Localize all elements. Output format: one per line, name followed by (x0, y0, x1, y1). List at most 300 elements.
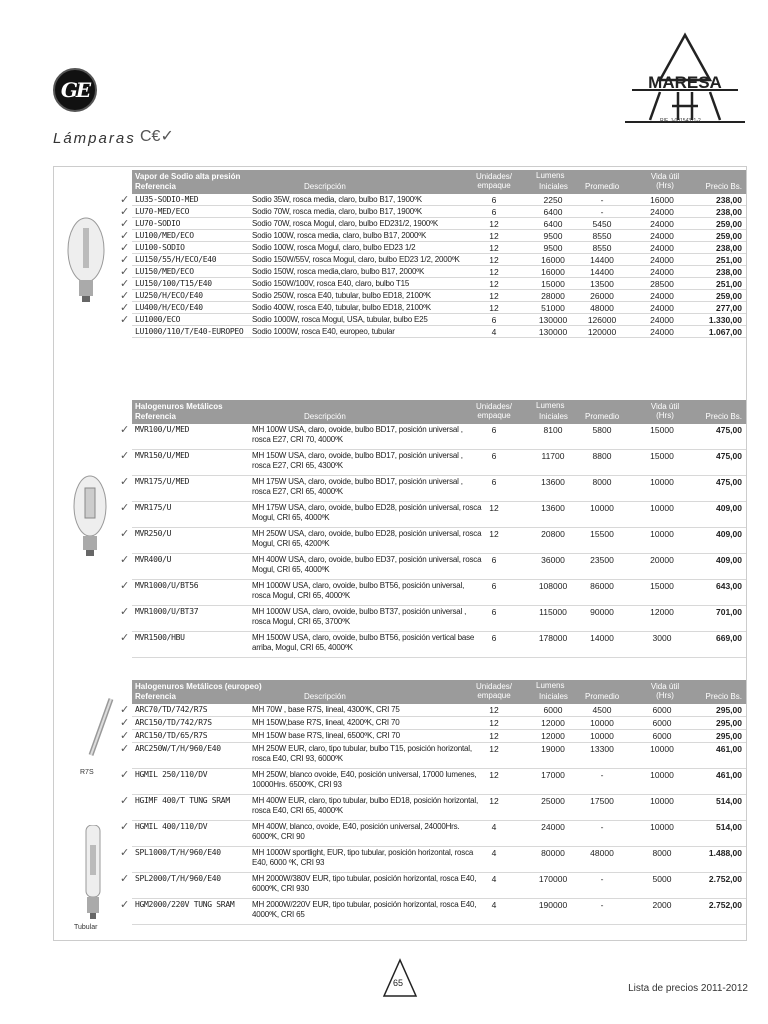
cell-precio: 514,00 (716, 796, 742, 806)
maresa-text: MARESA (648, 73, 722, 92)
cell-precio: 475,00 (716, 451, 742, 461)
cell-descripcion: MH 100W USA, claro, ovoide, bulbo BD17, posición universal , rosca E27, CRI 70, 4000ºK (252, 425, 463, 444)
check-icon: ✓ (120, 266, 130, 278)
header-unidades: Unidades/ empaque (475, 172, 513, 190)
header-descripcion: Descripción (304, 412, 346, 421)
cell-referencia: LU70-MED/ECO (135, 207, 190, 216)
cell-vida-util: 15000 (650, 425, 674, 435)
tubular-label: Tubular (74, 924, 98, 931)
price-list-label: Lista de precios 2011-2012 (628, 983, 748, 994)
cell-descripcion: MH 250W EUR, claro, tipo tubular, bulbo T15, posición horizontal, rosca E40, CRI 93, 6000ºK (252, 744, 472, 763)
cell-unidades: 6 (491, 207, 497, 217)
cell-lumens-iniciales: 13600 (541, 503, 565, 513)
cell-precio: 238,00 (716, 195, 742, 205)
cell-descripcion: MH 250W USA, claro, ovoide, bulbo ED28, posición universal, rosca Mogul, CRI 65, 4200ºK (252, 529, 482, 548)
cell-precio: 2.752,00 (708, 874, 742, 884)
page-title: Lámparas (53, 130, 136, 147)
cell-lumens-iniciales: 6000 (543, 705, 563, 715)
cell-descripcion: Sodio 100W, rosca media, claro, bulbo B17, 2000ºK (252, 231, 427, 240)
header-unidades: Unidades/ empaque (475, 402, 513, 420)
cell-descripcion: Sodio 400W, rosca E40, tubular, bulbo ED18, 2100ºK (252, 303, 431, 312)
cell-referencia: MVR175/U/MED (135, 477, 190, 486)
table-row (120, 242, 746, 254)
header-iniciales: Iniciales (539, 412, 568, 421)
cell-lumens-promedio: 8550 (592, 243, 612, 253)
cell-lumens-iniciales: 16000 (541, 255, 565, 265)
check-icon: ✓ (120, 218, 130, 230)
cell-vida-util: 10000 (650, 503, 674, 513)
cell-referencia: SPL1000/T/H/960/E40 (135, 848, 221, 857)
cell-unidades: 12 (489, 796, 499, 806)
cell-lumens-promedio: - (600, 822, 604, 832)
cell-unidades: 4 (491, 874, 497, 884)
cell-precio: 259,00 (716, 219, 742, 229)
check-icon: ✓ (120, 899, 130, 911)
table-row (120, 314, 746, 326)
cell-unidades: 6 (491, 477, 497, 487)
cell-referencia: LU1000/110/T/E40-EUROPEO (135, 327, 244, 336)
cell-precio: 669,00 (716, 633, 742, 643)
check-icon: ✓ (120, 554, 130, 566)
cell-referencia: ARC150/TD/742/R7S (135, 718, 212, 727)
cell-lumens-promedio: 23500 (590, 555, 614, 565)
cell-precio: 238,00 (716, 267, 742, 277)
cell-lumens-promedio: 120000 (587, 327, 617, 337)
cell-descripcion: Sodio 35W, rosca media, claro, bulbo B17, 1900ºK (252, 195, 422, 204)
check-icon: ✓ (120, 242, 130, 254)
cell-referencia: MVR100/U/MED (135, 425, 190, 434)
cell-lumens-promedio: - (600, 874, 604, 884)
table-row (120, 730, 746, 743)
cell-lumens-iniciales: 15000 (541, 279, 565, 289)
cell-referencia: MVR250/U (135, 529, 172, 538)
cell-referencia: LU70-SODIO (135, 219, 181, 228)
cell-descripcion: MH 1500W USA, claro, ovoide, bulbo BT56, posición vertical base arriba, Mogul, CRI 65, 4000ºK (252, 633, 475, 652)
cell-descripcion: MH 175W USA, claro, ovoide, bulbo BD17, posición universal , rosca E27, CRI 65, 4000ºK (252, 477, 463, 496)
cell-lumens-promedio: - (600, 770, 604, 780)
cell-precio: 475,00 (716, 477, 742, 487)
table-row (120, 704, 746, 717)
header-iniciales: Iniciales (539, 692, 568, 701)
cell-unidades: 12 (489, 770, 499, 780)
cell-descripcion: MH 2000W/380V EUR, tipo tubular, posición horizontal, rosca E40, 6000ºK, CRI 930 (252, 874, 477, 893)
cell-descripcion: Sodio 250W, rosca E40, tubular, bulbo ED18, 2100ºK (252, 291, 431, 300)
cell-lumens-iniciales: 12000 (541, 731, 565, 741)
cell-vida-util: 24000 (650, 291, 674, 301)
header-vida-util: Vida útil (Hrs) (650, 682, 680, 700)
sodium-lamp-image (64, 212, 108, 304)
cell-lumens-iniciales: 17000 (541, 770, 565, 780)
table-row (120, 502, 746, 528)
cell-lumens-promedio: 26000 (590, 291, 614, 301)
cell-unidades: 12 (489, 731, 499, 741)
cell-referencia: LU150/MED/ECO (135, 267, 194, 276)
cell-lumens-promedio: 48000 (590, 303, 614, 313)
cell-unidades: 12 (489, 303, 499, 313)
cell-descripcion: Sodio 1000W, rosca Mogul, USA, tubular, bulbo E25 (252, 315, 428, 324)
cell-unidades: 12 (489, 231, 499, 241)
cell-unidades: 12 (489, 705, 499, 715)
table-row (120, 821, 746, 847)
cell-precio: 251,00 (716, 255, 742, 265)
cell-descripcion: MH 70W , base R7S, lineal, 4300ºK, CRI 75 (252, 705, 400, 714)
cell-precio: 475,00 (716, 425, 742, 435)
cell-vida-util: 24000 (650, 219, 674, 229)
check-icon: ✓ (120, 314, 130, 326)
cell-vida-util: 2000 (652, 900, 672, 910)
table-row (120, 554, 746, 580)
cell-referencia: LU150/100/T15/E40 (135, 279, 212, 288)
table-row (120, 847, 746, 873)
cell-vida-util: 15000 (650, 581, 674, 591)
table-row (120, 873, 746, 899)
ce-mark: C€✓ (140, 128, 174, 145)
check-icon: ✓ (120, 302, 130, 314)
table-row (120, 290, 746, 302)
cell-referencia: MVR1000/U/BT56 (135, 581, 199, 590)
cell-lumens-iniciales: 108000 (538, 581, 568, 591)
cell-vida-util: 3000 (652, 633, 672, 643)
cell-unidades: 4 (491, 822, 497, 832)
check-icon: ✓ (120, 821, 130, 833)
cell-lumens-promedio: 5800 (592, 425, 612, 435)
check-icon: ✓ (120, 743, 130, 755)
cell-referencia: HGMIL 250/110/DV (135, 770, 208, 779)
cell-lumens-promedio: 15500 (590, 529, 614, 539)
cell-lumens-iniciales: 2250 (543, 195, 563, 205)
check-icon: ✓ (120, 278, 130, 290)
table-row (120, 795, 746, 821)
cell-precio: 295,00 (716, 731, 742, 741)
price-table (120, 400, 746, 658)
check-icon: ✓ (120, 873, 130, 885)
cell-vida-util: 10000 (650, 477, 674, 487)
cell-lumens-promedio: 13300 (590, 744, 614, 754)
cell-referencia: LU150/55/H/ECO/E40 (135, 255, 217, 264)
header-promedio: Promedio (585, 692, 620, 701)
check-icon: ✓ (120, 847, 130, 859)
cell-referencia: LU250/H/ECO/E40 (135, 291, 203, 300)
check-icon: ✓ (120, 795, 130, 807)
cell-descripcion: MH 175W USA, claro, ovoide, bulbo ED28, posición universal, rosca Mogul, CRI 65, 4000ºK (252, 503, 482, 522)
cell-unidades: 12 (489, 279, 499, 289)
cell-descripcion: Sodio 150W/100V, rosca E40, claro, bulbo T15 (252, 279, 410, 288)
cell-lumens-promedio: 90000 (590, 607, 614, 617)
cell-descripcion: MH 150W USA, claro, ovoide, bulbo BD17, posición universal , rosca E27, CRI 65, 4300ºK (252, 451, 463, 470)
table-row (120, 230, 746, 242)
r7s-label: R7S (80, 769, 94, 776)
cell-lumens-iniciales: 130000 (538, 327, 568, 337)
cell-unidades: 4 (491, 848, 497, 858)
cell-referencia: HGMIL 400/110/DV (135, 822, 208, 831)
header-descripcion: Descripción (304, 182, 346, 191)
cell-descripcion: MH 400W EUR, claro, tipo tubular, bulbo ED18, posición horizontal, rosca E40, CRI 65, 4000ºK (252, 796, 479, 815)
header-precio: Precio Bs. (705, 182, 742, 191)
price-table (120, 170, 746, 338)
cell-vida-util: 6000 (652, 731, 672, 741)
header-lumens: Lumens (536, 681, 565, 690)
cell-referencia: LU1000/ECO (135, 315, 181, 324)
cell-lumens-iniciales: 36000 (541, 555, 565, 565)
cell-vida-util: 10000 (650, 744, 674, 754)
cell-lumens-promedio: 126000 (587, 315, 617, 325)
header-vida-util: Vida útil (Hrs) (650, 172, 680, 190)
section-category: Vapor de Sodio alta presión (135, 172, 241, 181)
cell-precio: 1.488,00 (708, 848, 742, 858)
cell-vida-util: 15000 (650, 451, 674, 461)
price-table (120, 680, 746, 925)
cell-vida-util: 6000 (652, 718, 672, 728)
cell-vida-util: 28500 (650, 279, 674, 289)
cell-vida-util: 8000 (652, 848, 672, 858)
cell-unidades: 12 (489, 744, 499, 754)
cell-unidades: 12 (489, 718, 499, 728)
r7s-lamp-image (86, 693, 116, 761)
cell-descripcion: MH 1000W USA, claro, ovoide, bulbo BT37, posición universal , rosca Mogul, CRI 65, 3700ºK (252, 607, 467, 626)
cell-vida-util: 24000 (650, 231, 674, 241)
cell-lumens-promedio: - (600, 207, 604, 217)
table-header (132, 680, 746, 704)
cell-lumens-iniciales: 9500 (543, 231, 563, 241)
page-number: 65 (393, 978, 404, 988)
cell-precio: 2.752,00 (708, 900, 742, 910)
check-icon: ✓ (120, 230, 130, 242)
cell-lumens-promedio: 8550 (592, 231, 612, 241)
cell-descripcion: MH 1000W sportlight, EUR, tipo tubular, posición horizontal, rosca E40, 6000 ºK, CRI 93 (252, 848, 474, 867)
check-icon: ✓ (120, 476, 130, 488)
cell-precio: 251,00 (716, 279, 742, 289)
cell-vida-util: 10000 (650, 770, 674, 780)
cell-precio: 295,00 (716, 718, 742, 728)
cell-descripcion: Sodio 70W, rosca media, claro, bulbo B17, 1900ºK (252, 207, 422, 216)
cell-unidades: 12 (489, 529, 499, 539)
header-referencia: Referencia (135, 182, 176, 191)
cell-vida-util: 10000 (650, 796, 674, 806)
cell-lumens-iniciales: 9500 (543, 243, 563, 253)
header-precio: Precio Bs. (705, 412, 742, 421)
cell-unidades: 6 (491, 581, 497, 591)
cell-unidades: 6 (491, 195, 497, 205)
cell-precio: 277,00 (716, 303, 742, 313)
cell-vida-util: 5000 (652, 874, 672, 884)
cell-descripcion: MH 2000W/220V EUR, tipo tubular, posición horizontal, rosca E40, 4000ºK, CRI 65 (252, 900, 477, 919)
cell-vida-util: 24000 (650, 303, 674, 313)
section-category: Halogenuros Metálicos (europeo) (135, 682, 262, 691)
table-row (120, 899, 746, 925)
cell-unidades: 12 (489, 503, 499, 513)
cell-descripcion: MH 250W, blanco ovoide, E40, posición universal, 17000 lumenes, 10000Hrs. 6500ºK, CRI 93 (252, 770, 477, 789)
cell-descripcion: Sodio 70W, rosca Mogul, claro, bulbo ED231/2, 1900ºK (252, 219, 438, 228)
cell-lumens-promedio: 10000 (590, 503, 614, 513)
cell-vida-util: 10000 (650, 529, 674, 539)
cell-lumens-iniciales: 6400 (543, 219, 563, 229)
check-icon: ✓ (120, 450, 130, 462)
table-row (120, 769, 746, 795)
metal-halide-lamp-image (70, 470, 110, 560)
cell-descripcion: MH 400W USA, claro, ovoide, bulbo ED37, posición universal, rosca Mogul, CRI 65, 4000ºK (252, 555, 482, 574)
cell-vida-util: 16000 (650, 195, 674, 205)
cell-lumens-iniciales: 8100 (543, 425, 563, 435)
cell-referencia: ARC70/TD/742/R7S (135, 705, 208, 714)
table-row (120, 218, 746, 230)
cell-lumens-iniciales: 11700 (541, 451, 565, 461)
cell-descripcion: Sodio 100W, rosca Mogul, claro, bulbo ED23 1/2 (252, 243, 416, 252)
table-row (120, 476, 746, 502)
cell-precio: 295,00 (716, 705, 742, 715)
check-icon: ✓ (120, 424, 130, 436)
cell-unidades: 6 (491, 607, 497, 617)
cell-lumens-promedio: - (600, 195, 604, 205)
cell-precio: 259,00 (716, 231, 742, 241)
cell-unidades: 6 (491, 315, 497, 325)
check-icon: ✓ (120, 254, 130, 266)
check-icon: ✓ (120, 632, 130, 644)
cell-referencia: SPL2000/T/H/960/E40 (135, 874, 221, 883)
cell-unidades: 12 (489, 243, 499, 253)
table-row (120, 717, 746, 730)
cell-descripcion: MH 150W base R7S, lineal, 6500ºK, CRI 70 (252, 731, 400, 740)
cell-lumens-iniciales: 115000 (539, 607, 567, 617)
section-category: Halogenuros Metálicos (135, 402, 223, 411)
cell-referencia: LU100/MED/ECO (135, 231, 194, 240)
cell-precio: 461,00 (716, 744, 742, 754)
table-row (120, 580, 746, 606)
cell-referencia: MVR1000/U/BT37 (135, 607, 199, 616)
cell-precio: 514,00 (716, 822, 742, 832)
cell-lumens-iniciales: 19000 (541, 744, 565, 754)
cell-referencia: HGM2000/220V TUNG SRAM (135, 900, 235, 909)
cell-precio: 701,00 (716, 607, 742, 617)
table-row (120, 254, 746, 266)
cell-lumens-iniciales: 24000 (541, 822, 565, 832)
cell-lumens-iniciales: 80000 (541, 848, 565, 858)
cell-descripcion: MH 150W,base R7S, lineal, 4200ºK, CRI 70 (252, 718, 400, 727)
header-promedio: Promedio (585, 412, 620, 421)
cell-lumens-iniciales: 190000 (538, 900, 568, 910)
header-referencia: Referencia (135, 692, 176, 701)
cell-lumens-promedio: 10000 (590, 718, 614, 728)
cell-precio: 238,00 (716, 243, 742, 253)
cell-precio: 238,00 (716, 207, 742, 217)
cell-vida-util: 24000 (650, 243, 674, 253)
cell-lumens-promedio: 13500 (590, 279, 614, 289)
cell-lumens-iniciales: 20800 (541, 529, 565, 539)
table-row (120, 302, 746, 314)
header-promedio: Promedio (585, 182, 620, 191)
header-descripcion: Descripción (304, 692, 346, 701)
cell-lumens-iniciales: 12000 (541, 718, 565, 728)
table-row (120, 743, 746, 769)
header-precio: Precio Bs. (705, 692, 742, 701)
cell-descripcion: Sodio 150W, rosca media,claro, bulbo B17, 2000ºK (252, 267, 425, 276)
table-row (120, 278, 746, 290)
cell-vida-util: 20000 (650, 555, 674, 565)
cell-precio: 259,00 (716, 291, 742, 301)
table-row (120, 194, 746, 206)
cell-vida-util: 6000 (652, 705, 672, 715)
check-icon: ✓ (120, 528, 130, 540)
ge-logo: GE (53, 68, 97, 112)
cell-descripcion: MH 1000W USA, claro, ovoide, bulbo BT56, posición universal, rosca Mogul, CRI 65, 4000ºK (252, 581, 465, 600)
cell-lumens-promedio: 14000 (590, 633, 614, 643)
cell-lumens-promedio: 5450 (592, 219, 612, 229)
header-lumens: Lumens (536, 401, 565, 410)
cell-lumens-promedio: - (600, 900, 604, 910)
cell-unidades: 6 (491, 451, 497, 461)
cell-lumens-iniciales: 178000 (538, 633, 568, 643)
cell-referencia: ARC150/TD/65/R7S (135, 731, 208, 740)
cell-unidades: 6 (491, 633, 497, 643)
cell-descripcion: Sodio 1000W, rosca E40, europeo, tubular (252, 327, 395, 336)
cell-referencia: HGIMF 400/T TUNG SRAM (135, 796, 230, 805)
cell-unidades: 12 (489, 255, 499, 265)
header-unidades: Unidades/ empaque (475, 682, 513, 700)
cell-unidades: 6 (491, 555, 497, 565)
cell-descripcion: Sodio 150W/55V, rosca Mogul, claro, bulbo ED23 1/2, 2000ºK (252, 255, 460, 264)
cell-vida-util: 24000 (650, 327, 674, 337)
cell-unidades: 12 (489, 219, 499, 229)
cell-referencia: MVR400/U (135, 555, 172, 564)
table-row (120, 450, 746, 476)
cell-precio: 461,00 (716, 770, 742, 780)
table-row (120, 606, 746, 632)
cell-precio: 643,00 (716, 581, 742, 591)
cell-referencia: ARC250W/T/H/960/E40 (135, 744, 221, 753)
cell-lumens-iniciales: 6400 (543, 207, 563, 217)
cell-lumens-iniciales: 16000 (541, 267, 565, 277)
table-row (120, 424, 746, 450)
cell-precio: 1.330,00 (708, 315, 742, 325)
cell-lumens-promedio: 14400 (590, 255, 614, 265)
cell-referencia: LU100-SODIO (135, 243, 185, 252)
table-row (120, 266, 746, 278)
check-icon: ✓ (120, 290, 130, 302)
cell-lumens-promedio: 8000 (592, 477, 612, 487)
cell-unidades: 12 (489, 291, 499, 301)
check-icon: ✓ (120, 717, 130, 729)
cell-lumens-iniciales: 13600 (541, 477, 565, 487)
cell-vida-util: 24000 (650, 255, 674, 265)
cell-vida-util: 24000 (650, 315, 674, 325)
check-icon: ✓ (120, 194, 130, 206)
cell-lumens-promedio: 10000 (590, 731, 614, 741)
cell-vida-util: 12000 (650, 607, 674, 617)
header-lumens: Lumens (536, 171, 565, 180)
cell-lumens-iniciales: 170000 (538, 874, 568, 884)
cell-unidades: 4 (491, 327, 497, 337)
tubular-lamp-image (83, 825, 103, 920)
cell-descripcion: MH 400W, blanco, ovoide, E40, posición universal, 24000Hrs. 6000ºK, CRI 90 (252, 822, 460, 841)
header-referencia: Referencia (135, 412, 176, 421)
cell-referencia: MVR150/U/MED (135, 451, 190, 460)
cell-precio: 409,00 (716, 503, 742, 513)
header-iniciales: Iniciales (539, 182, 568, 191)
maresa-logo (620, 30, 750, 130)
table-row (132, 326, 746, 338)
check-icon: ✓ (120, 580, 130, 592)
check-icon: ✓ (120, 606, 130, 618)
header-vida-util: Vida útil (Hrs) (650, 402, 680, 420)
cell-referencia: MVR1500/HBU (135, 633, 185, 642)
cell-referencia: MVR175/U (135, 503, 172, 512)
cell-lumens-promedio: 48000 (590, 848, 614, 858)
cell-lumens-iniciales: 25000 (541, 796, 565, 806)
cell-vida-util: 10000 (650, 822, 674, 832)
cell-unidades: 6 (491, 425, 497, 435)
maresa-ref: RIF. J-00154311-2 (660, 118, 701, 124)
cell-referencia: LU400/H/ECO/E40 (135, 303, 203, 312)
cell-lumens-promedio: 17500 (590, 796, 614, 806)
